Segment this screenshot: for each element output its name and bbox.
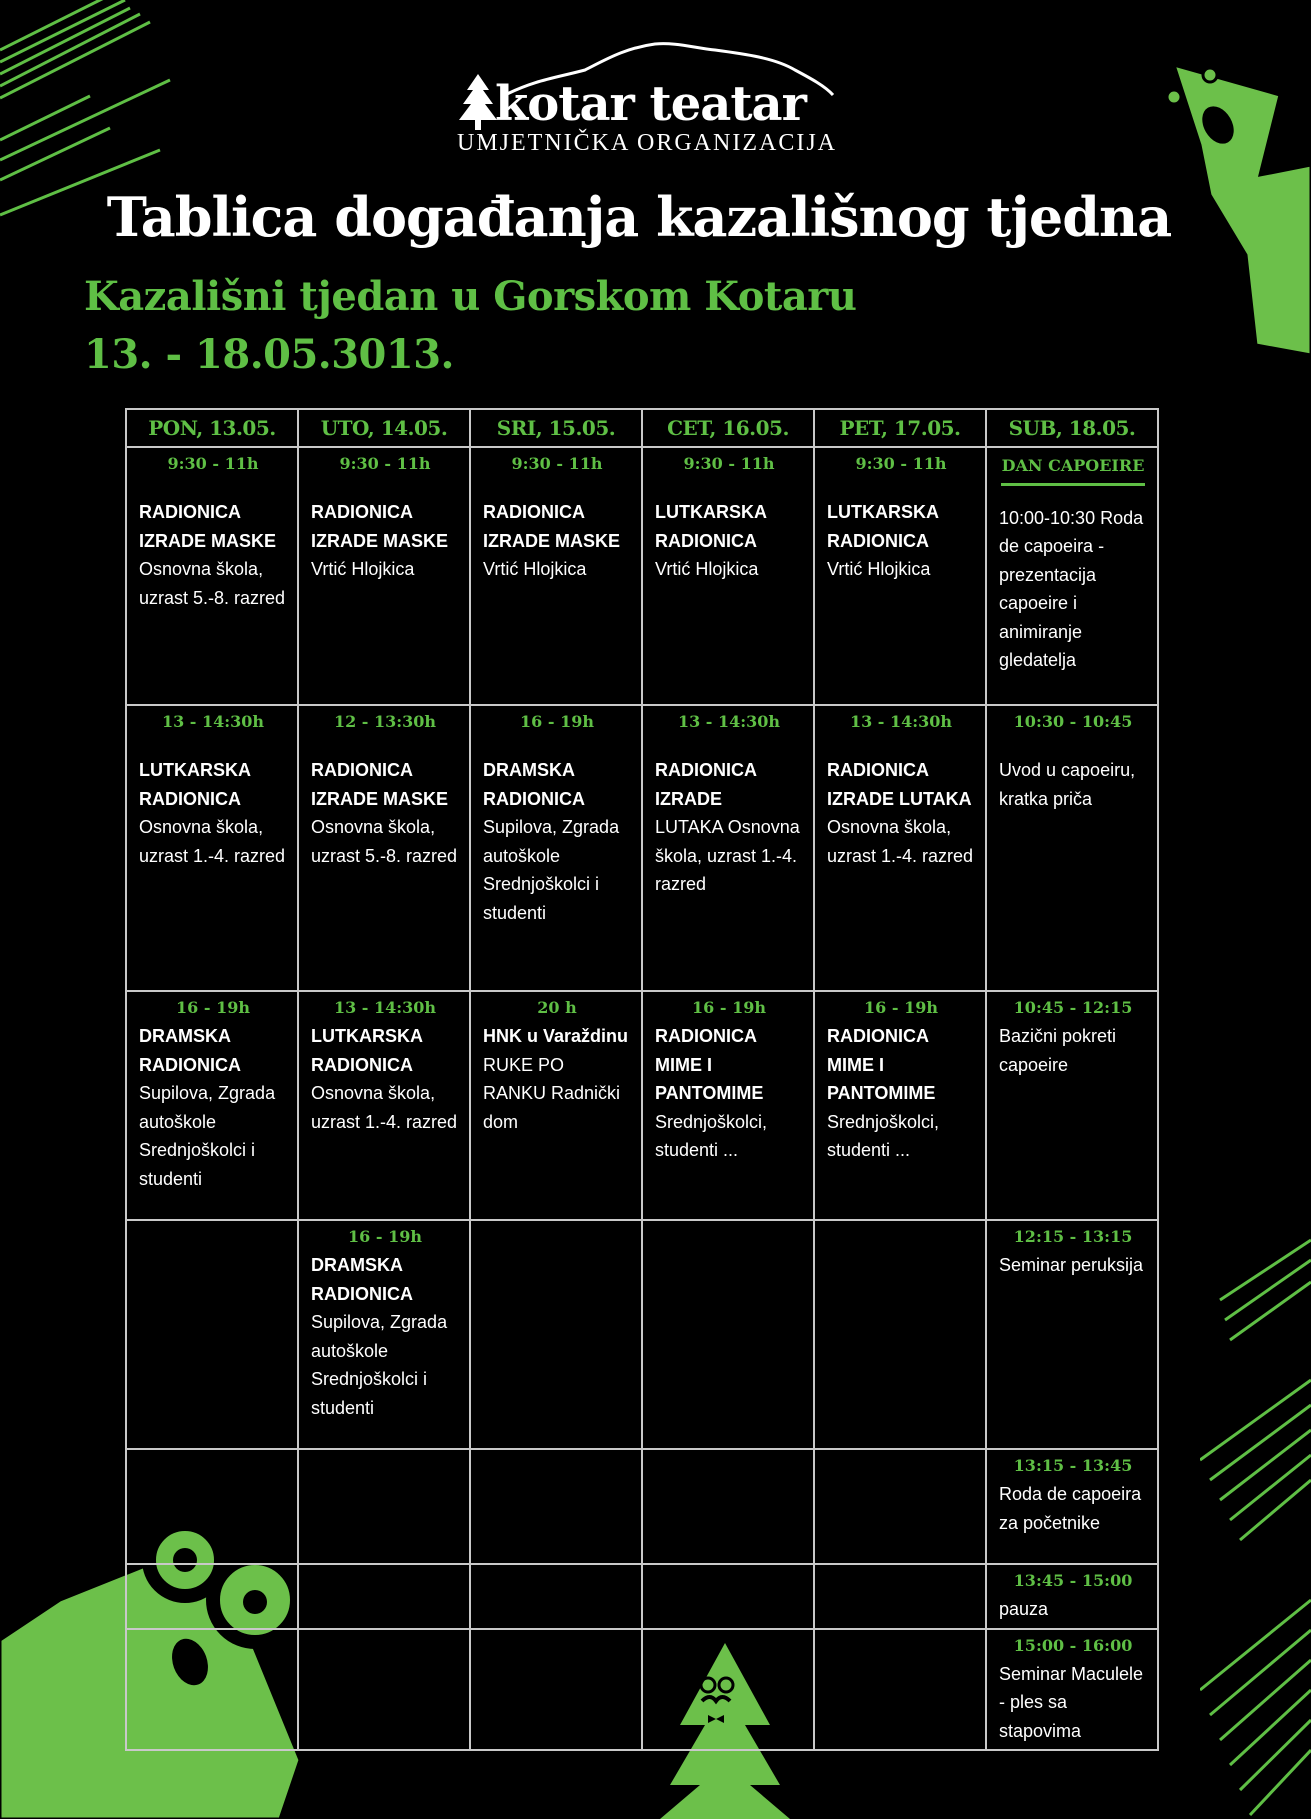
event-description: pauza [999,1599,1049,1619]
schedule-row [126,1564,1158,1629]
event-title: RADIONICA IZRADE MASKE [311,502,449,551]
schedule-cell [814,1564,986,1629]
schedule-cell [986,1449,1158,1564]
event-entry [815,1565,985,1573]
event-entry [643,1450,813,1458]
event-entry [299,1450,469,1458]
event-time: 16 - 19h [864,998,938,1017]
schedule-cell [814,991,986,1220]
event-entry [643,992,813,1169]
event-entry [987,448,1157,679]
schedule-cell [298,1564,470,1629]
event-title: RADIONICA MIME I PANTOMIME [827,1026,936,1103]
event-entry [471,992,641,1140]
tree-icon [459,74,497,130]
event-entry [127,1221,297,1229]
event-description: Osnovna škola, uzrast 5.-8. razred [139,559,286,608]
schedule-cell [470,447,642,705]
event-entry [299,1565,469,1573]
event-description: Osnovna škola, uzrast 5.-8. razred [311,817,458,866]
schedule-cell [470,1564,642,1629]
schedule-row [126,1629,1158,1751]
event-title: LUTKARSKA RADIONICA [827,502,939,551]
event-time: 13 - 14:30h [849,712,953,731]
event-entry [643,1565,813,1573]
event-description: Vrtić Hlojkica [655,559,759,579]
schedule-cell [642,1564,814,1629]
event-entry [127,706,297,874]
event-title: LUTKARSKA RADIONICA [311,1026,423,1075]
schedule-cell [298,447,470,705]
event-entry [471,448,641,588]
schedule-cell [642,1629,814,1751]
event-description: Supilova, Zgrada autoškole Srednjoškolci i studenti [483,817,620,923]
event-time: 10:30 - 10:45 [1013,712,1133,731]
event-title: DRAMSKA RADIONICA [139,1026,241,1075]
schedule-cell [470,991,642,1220]
event-entry [471,1221,641,1229]
schedule-cell [642,1449,814,1564]
event-entry [987,1221,1157,1284]
schedule-cell [642,991,814,1220]
schedule-cell [814,1220,986,1449]
event-entry [815,992,985,1169]
schedule-cell [470,1629,642,1751]
schedule-cell [298,1220,470,1449]
event-name: Kazališni tjedan u Gorskom Kotaru [84,273,857,320]
event-entry [987,1450,1157,1541]
event-entry [815,706,985,874]
event-description: Seminar Maculele - ples sa stapovima [999,1663,1144,1741]
schedule-cell [126,1220,298,1449]
schedule-cell [814,705,986,991]
event-description: Vrtić Hlojkica [827,559,931,579]
schedule-cell [298,705,470,991]
event-title: RADIONICA IZRADE LUTAKA [827,760,972,809]
event-entry [127,992,297,1197]
event-time: 13 - 14:30h [161,712,265,731]
schedule-row [126,1449,1158,1564]
event-entry [987,1630,1157,1750]
schedule-cell [298,991,470,1220]
event-title: RADIONICA IZRADE MASKE [139,502,277,551]
event-time: 9:30 - 11h [339,454,431,473]
event-description: Uvod u capoeiru, kratka priča [999,760,1136,809]
day-header: PON, 13.05. [126,409,298,447]
event-time: 16 - 19h [520,712,594,731]
event-description: Osnovna škola, uzrast 1.-4. razred [139,817,286,866]
event-entry [815,1630,985,1638]
event-entry [643,1630,813,1638]
event-time: 20 h [537,998,577,1017]
day-header: PET, 17.05. [814,409,986,447]
event-title: DRAMSKA RADIONICA [483,760,585,809]
schedule-cell [814,1629,986,1751]
event-entry [987,1565,1157,1628]
event-title: HNK u Varaždinu [483,1026,629,1046]
schedule-cell [126,705,298,991]
event-title: RADIONICA IZRADE MASKE [483,502,621,551]
event-title: RADIONICA IZRADE [655,760,757,809]
schedule-cell [986,991,1158,1220]
event-time: 15:00 - 16:00 [1013,1635,1133,1655]
schedule-cell [470,1220,642,1449]
event-description: Osnovna škola, uzrast 1.-4. razred [311,1083,458,1132]
page-title: Tablica događanja kazališnog tjedna [106,185,1172,249]
schedule-cell [642,1220,814,1449]
event-entry [987,992,1157,1083]
schedule-cell [986,1629,1158,1751]
schedule-table [125,408,1159,1751]
schedule-cell [126,447,298,705]
event-time: 12:15 - 13:15 [1013,1227,1133,1246]
event-time: 9:30 - 11h [167,454,259,473]
schedule-cell [126,1564,298,1629]
event-description: Roda de capoeira za početnike [999,1484,1142,1533]
event-time: 13:45 - 15:00 [1013,1571,1133,1590]
event-entry [471,1630,641,1638]
event-time: 12 - 13:30h [333,712,437,731]
event-time: 16 - 19h [692,998,766,1017]
event-entry [643,1221,813,1229]
event-entry [471,1565,641,1573]
event-time: 16 - 19h [176,998,250,1017]
event-entry [127,1565,297,1573]
event-description: Supilova, Zgrada autoškole Srednjoškolci i studenti [311,1312,448,1418]
event-time: 13 - 14:30h [333,998,437,1017]
event-description: Seminar peruksija [999,1255,1144,1275]
schedule-cell [470,705,642,991]
event-description: 10:00-10:30 Roda de capoeira - prezentacija capoeire i animiranje gledatelja [999,507,1144,670]
event-title: LUTKARSKA RADIONICA [655,502,767,551]
logo-subtitle: UMJETNIČKA ORGANIZACIJA [457,130,837,156]
day-theme-heading: DAN CAPOEIRE [1001,452,1145,486]
event-entry [127,448,297,616]
event-entry [299,1221,469,1426]
event-entry [299,706,469,874]
event-time: 13 - 14:30h [677,712,781,731]
schedule-cell [986,1220,1158,1449]
logo-brand-text: kotar teatar [495,76,806,132]
event-title: RADIONICA IZRADE MASKE [311,760,449,809]
schedule-row [126,991,1158,1220]
event-entry [299,1630,469,1638]
event-entry [471,1450,641,1458]
event-title: RADIONICA MIME I PANTOMIME [655,1026,764,1103]
schedule-cell [126,1449,298,1564]
event-time: 10:45 - 12:15 [1013,998,1133,1017]
event-time: 16 - 19h [348,1227,422,1246]
event-entry [127,1450,297,1458]
event-time: 9:30 - 11h [683,454,775,473]
event-subtitle [84,268,856,384]
event-entry [815,1221,985,1229]
schedule-cell [126,1629,298,1751]
schedule-cell [642,447,814,705]
event-time: 13:15 - 13:45 [1013,1456,1133,1475]
event-description: Supilova, Zgrada autoškole Srednjoškolci i studenti [139,1083,276,1189]
event-entry [643,448,813,588]
event-description: LUTAKA Osnovna škola, uzrast 1.-4. razred [655,817,800,894]
event-time: 9:30 - 11h [855,454,947,473]
schedule-cell [298,1629,470,1751]
event-entry [643,706,813,903]
day-header: CET, 16.05. [642,409,814,447]
event-title: LUTKARSKA RADIONICA [139,760,251,809]
event-time: 9:30 - 11h [511,454,603,473]
schedule-cell [814,447,986,705]
event-description: RUKE PO RANKU Radnički dom [483,1054,621,1132]
kotar-teatar-logo [455,40,835,160]
event-title: DRAMSKA RADIONICA [311,1255,413,1304]
schedule-row [126,1220,1158,1449]
day-header-row [126,409,1158,447]
event-entry [815,1450,985,1458]
schedule-cell [470,1449,642,1564]
schedule-row [126,447,1158,705]
event-description: Vrtić Hlojkica [311,559,415,579]
event-entry [299,448,469,588]
event-description: Srednjoškolci, studenti ... [655,1111,768,1160]
schedule-cell [642,705,814,991]
event-description: Bazični pokreti capoeire [999,1026,1117,1075]
event-entry [987,706,1157,817]
schedule-cell [126,991,298,1220]
event-description: Osnovna škola, uzrast 1.-4. razred [827,817,974,866]
event-entry [299,992,469,1140]
schedule-cell [814,1449,986,1564]
event-entry [471,706,641,931]
event-description: Vrtić Hlojkica [483,559,587,579]
event-entry [815,448,985,588]
schedule-cell [986,1564,1158,1629]
event-description: Srednjoškolci, studenti ... [827,1111,940,1160]
schedule-cell [298,1449,470,1564]
schedule-cell [986,705,1158,991]
event-dates: 13. - 18.05.3013. [84,331,454,378]
day-header: UTO, 14.05. [298,409,470,447]
schedule-row [126,705,1158,991]
day-header: SRI, 15.05. [470,409,642,447]
stripes-right [1200,1220,1311,1819]
schedule-cell [986,447,1158,705]
day-header: SUB, 18.05. [986,409,1158,447]
event-entry [127,1630,297,1638]
